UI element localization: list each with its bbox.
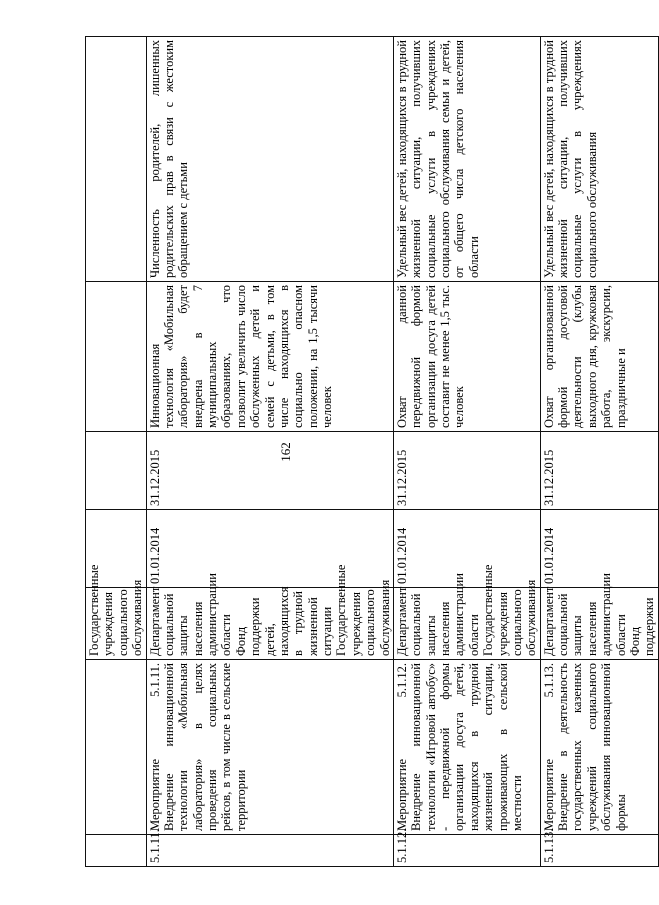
cell-num: 5.1.12. bbox=[393, 835, 540, 867]
cell-name: Мероприятие 5.1.12. Внедрение инновационной технологии «Игровой автобус» - передвижной формы организации досуга детей, находящихся в трудной жизненной ситуации, проживающих в сельской местности bbox=[393, 660, 540, 835]
cell-executor: Департамент социальной защиты населения администрации области Фонд поддержки детей, находящихся в трудной жизненной ситуации Государственные учреждения социального обслуживания bbox=[146, 588, 393, 660]
cell-name bbox=[86, 660, 147, 835]
cell-num: 5.1.13. bbox=[540, 835, 658, 867]
cell-result: Охват организованной формой досуговой деятельности (клубы выходного дня, кружковая работа, экскурсии, праздничные и bbox=[540, 282, 658, 432]
cell-start: 01.01.2014 bbox=[540, 510, 658, 588]
cell-num bbox=[86, 835, 147, 867]
cell-end: 31.12.2015 bbox=[393, 432, 540, 510]
table-row-continuation bbox=[86, 37, 147, 867]
table-row bbox=[540, 37, 658, 867]
program-activities-table bbox=[85, 36, 659, 867]
table-row bbox=[393, 37, 540, 867]
cell-executor: Департамент социальной защиты населения администрации области Фонд поддержки bbox=[540, 588, 658, 660]
cell-end: 31.12.2015 bbox=[146, 432, 393, 510]
cell-name: Мероприятие 5.1.11. Внедрение инновационной технологии «Мобильная лаборатория» в целях проведения социальных рейсов, в том числе в сельские территории bbox=[146, 660, 393, 835]
cell-indicator: Удельный вес детей, находящихся в трудной жизненной ситуации, получивших социальные услуги в учреждениях социального обслуживания семьи и детей, от общего числа детского населения области bbox=[393, 37, 540, 282]
cell-indicator bbox=[86, 37, 147, 282]
cell-result: Охват данной передвижной формой организации досуга детей составит не менее 1,5 тыс. человек bbox=[393, 282, 540, 432]
cell-indicator: Удельный вес детей, находящихся в трудной жизненной ситуации, получивших социальные услуги в учреждениях социального обслуживания bbox=[540, 37, 658, 282]
cell-name: Мероприятие 5.1.13. Внедрение в деятельность государственных казенных учреждений социального обслуживания инновационной формы bbox=[540, 660, 658, 835]
rotated-table-container bbox=[85, 37, 657, 867]
cell-result bbox=[86, 282, 147, 432]
cell-result: Инновационная технология «Мобильная лаборатория» будет внедрена в 7 муниципальных образованиях, что позволит увеличить число обслуженных детей и семей с детьми, в том числе находящихся в социально опасном положении, на 1,5 тысячи человек bbox=[146, 282, 393, 432]
cell-end bbox=[86, 432, 147, 510]
cell-executor: Государственные учреждения социального обслуживания bbox=[86, 588, 147, 660]
cell-indicator: Численность родителей, лишенных родительских прав в связи с жестоким обращением с детьми bbox=[146, 37, 393, 282]
cell-executor: Департамент социальной защиты населения администрации области Государственные учреждения социального обслуживания bbox=[393, 588, 540, 660]
cell-num: 5.1.11. bbox=[146, 835, 393, 867]
cell-end: 31.12.2015 bbox=[540, 432, 658, 510]
cell-start: 01.01.2014 bbox=[393, 510, 540, 588]
page-number: 162 bbox=[278, 442, 293, 462]
cell-start: 01.01.2014 bbox=[146, 510, 393, 588]
table-row bbox=[146, 37, 393, 867]
